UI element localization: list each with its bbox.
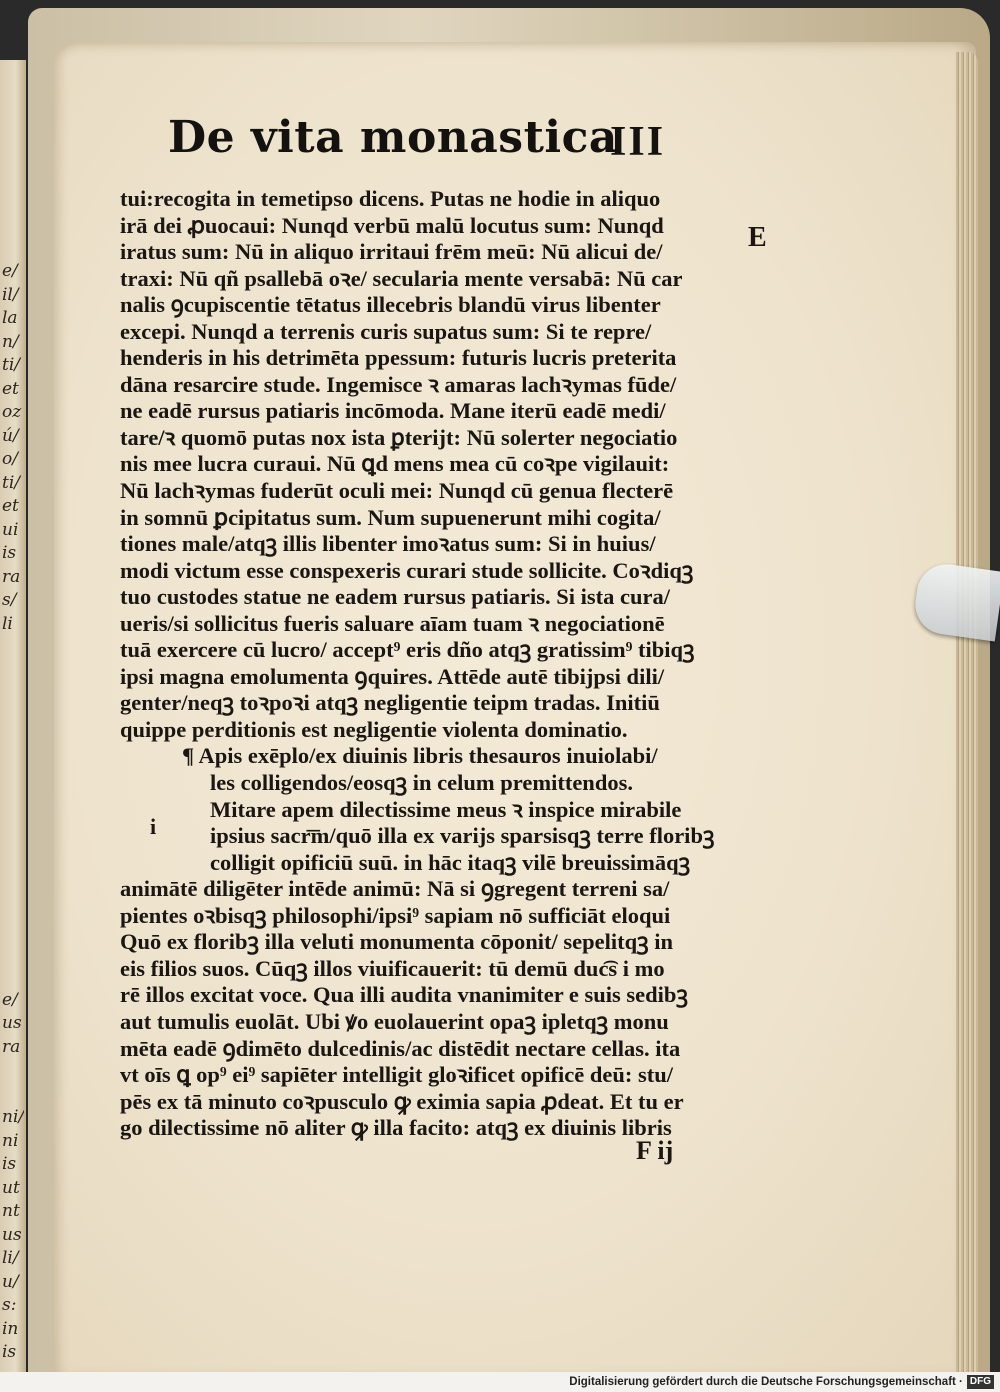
page-edges: [956, 52, 978, 1372]
text-line: ipsi magna emolumenta ꝯquires. Attēde autē tibijpsi dili/: [120, 663, 665, 689]
left-page-fragments: [2, 260, 24, 1365]
text-line: nis mee lucra curaui. Nū ꝗd mens mea cū coꝛpe vigilauit:: [120, 451, 670, 477]
left-fragment: [2, 1083, 24, 1107]
left-fragment: [2, 754, 24, 778]
margin-note-i: i: [150, 814, 157, 839]
left-fragment: et: [2, 496, 19, 516]
text-line: mēta eadē ꝯdimēto dulcedinis/ac distēdit nectare cellas. ita: [120, 1035, 681, 1061]
left-fragment: is: [2, 1154, 17, 1174]
text-line: modi victum esse conspexeris curari stude sollicite. Coꝛdiqꝫ: [120, 557, 694, 583]
left-fragment: [2, 871, 24, 895]
left-fragment: ra: [2, 566, 21, 587]
text-line: tiones male/atqꝫ illis libenter imoꝛatus sum: Si in huius/: [120, 531, 656, 557]
body-text: [120, 186, 740, 1142]
left-fragment: s/: [2, 590, 17, 610]
text-line: tuo custodes statue ne eadem rursus patiaris. Si ista cura/: [120, 584, 670, 610]
left-fragment: ú/: [2, 425, 19, 446]
text-line: animātē diligēter intēde animū: Nā si ꝯgregent terreni sa/: [120, 876, 670, 902]
text-line: pientes oꝛbisqꝫ philosophi/ipsi⁹ sapiam nō sufficiāt eloqui: [120, 902, 671, 928]
left-fragment: et: [2, 378, 19, 399]
left-fragment: s:: [2, 1295, 17, 1315]
left-fragment: [2, 636, 24, 660]
text-line: go dilectissime nō aliter ꝙ illa facito: atqꝫ ex diuinis libris: [120, 1115, 672, 1141]
left-fragment: ra: [2, 1036, 21, 1057]
left-fragment: li: [2, 613, 13, 634]
left-page-edge: [0, 60, 26, 1372]
left-fragment: ni/: [2, 1107, 24, 1127]
left-fragment: [2, 777, 24, 801]
text-line: pēs ex tā minuto coꝛpusculo ꝙ eximia sapia ꝓdeat. Et tu er: [120, 1088, 684, 1114]
text-line: nalis ꝯcupiscentie tētatus illecebris blandū virus libenter: [120, 292, 661, 318]
dfg-logo-badge: DFG: [967, 1375, 994, 1389]
text-line: tare/ꝛ quomō putas nox ista ꝑterijt: Nū solerter negociatio: [120, 424, 678, 450]
folio-number: III: [610, 119, 666, 165]
text-line: traxi: Nū qñ psallebā oꝛe/ secularia mente versabā: Nū car: [120, 265, 683, 291]
text-line: rē illos excitat voce. Qua illi audita vnanimiter e suis sedibꝫ: [120, 982, 688, 1008]
left-fragment: e/: [2, 261, 18, 281]
text-line: ueris/si sollicitus fueris saluare aīam tuam ꝛ negociationē: [120, 610, 665, 636]
text-line: excepi. Nunqd a terrenis curis supatus sum: Si te repre/: [120, 318, 652, 344]
left-fragment: us: [2, 1013, 22, 1033]
left-fragment: [2, 801, 24, 825]
left-fragment: us: [2, 1224, 22, 1245]
left-fragment: [2, 965, 24, 989]
text-line: ¶ Apis exēplo/ex diuinis libris thesauros inuiolabi/: [182, 743, 658, 769]
left-fragment: ni: [2, 1130, 19, 1151]
left-fragment: nt: [2, 1201, 20, 1221]
left-fragment: [2, 730, 24, 754]
left-fragment: [2, 848, 24, 872]
left-fragment: [2, 918, 24, 942]
text-line: genter/neqꝫ toꝛpoꝛi atqꝫ negligentie teipm tradas. Initiū: [120, 690, 660, 716]
text-line: Nū lachꝛymas fuderūt oculi mei: Nunqd cū genua flecterē: [120, 478, 674, 504]
left-fragment: n/: [2, 331, 19, 352]
margin-note-right: E: [748, 222, 767, 253]
text-line: dāna resarcire stude. Ingemisce ꝛ amaras lachꝛymas fūde/: [120, 371, 677, 397]
left-fragment: [2, 1059, 24, 1083]
left-fragment: ti/: [2, 472, 20, 493]
text-line: vt oīs ꝗ op⁹ ei⁹ sapiēter intelligit gloꝛificet opificē deū: stu/: [120, 1062, 673, 1088]
left-fragment: in: [2, 1318, 19, 1339]
left-fragment: e/: [2, 989, 18, 1010]
left-fragment: oz: [2, 402, 22, 422]
text-line: ipsius sacr͞m/quō illa ex varijs sparsisqꝫ terre floribꝫ: [210, 823, 715, 849]
text-line: iratus sum: Nū in aliquo irritaui frēm meū: Nū alicui de/: [120, 239, 663, 265]
left-fragment: [2, 895, 24, 919]
left-fragment: is: [2, 543, 17, 563]
left-fragment: [2, 942, 24, 966]
text-line: ne eadē rursus patiaris incōmoda. Mane iterū eadē medi/: [120, 398, 666, 424]
footer: [0, 1372, 1000, 1392]
text-line: tuā exercere cū lucro/ accept⁹ eris dño atqꝫ gratissim⁹ tibiqꝫ: [120, 637, 695, 663]
left-fragment: [2, 660, 24, 684]
page-heading: De vita monastica: [168, 112, 618, 163]
text-line: Quō ex floribꝫ illa veluti monumenta cōponit/ sepelitqꝫ in: [120, 929, 674, 955]
text-line: colligit opificiū suū. in hāc itaqꝫ vilē breuissimāqꝫ: [210, 849, 691, 875]
left-fragment: is: [2, 1342, 17, 1362]
text-line: les colligendos/eosqꝫ in celum premittendos.: [210, 770, 633, 796]
left-fragment: li/: [2, 1248, 19, 1268]
left-fragment: la: [2, 308, 18, 328]
text-line: in somnū ꝑcipitatus sum. Num supuenerunt mihi cogita/: [120, 504, 661, 530]
left-fragment: ti/: [2, 355, 20, 375]
left-fragment: [2, 683, 24, 707]
text-line: Mitare apem dilectissime meus ꝛ inspice mirabile: [210, 796, 682, 822]
text-line: aut tumulis euolāt. Ubi ꝟo euolauerint opaꝫ ipletqꝫ monu: [120, 1008, 669, 1034]
left-fragment: ut: [2, 1177, 20, 1198]
text-line: tui:recogita in temetipso dicens. Putas ne hodie in aliquo: [120, 186, 661, 211]
left-fragment: [2, 824, 24, 848]
left-fragment: il/: [2, 284, 19, 305]
left-fragment: [2, 707, 24, 731]
text-line: henderis in his detrimēta ppessum: futuris lucris preterita: [120, 345, 677, 371]
footer-credit: Digitalisierung gefördert durch die Deutsche Forschungsgemeinschaft ·: [569, 1376, 963, 1388]
left-fragment: o/: [2, 449, 18, 469]
text-line: irā dei ꝓuocaui: Nunqd verbū malū locutus sum: Nunqd: [120, 212, 664, 238]
text-line: quippe perditionis est negligentie violenta dominatio.: [120, 716, 628, 742]
left-fragment: ui: [2, 519, 19, 540]
text-line: eis filios suos. Cūqꝫ illos viuificauerit: tū demū duc͡s i mo: [120, 955, 665, 981]
left-fragment: u/: [2, 1271, 19, 1292]
signature-mark: F ij: [636, 1136, 674, 1165]
